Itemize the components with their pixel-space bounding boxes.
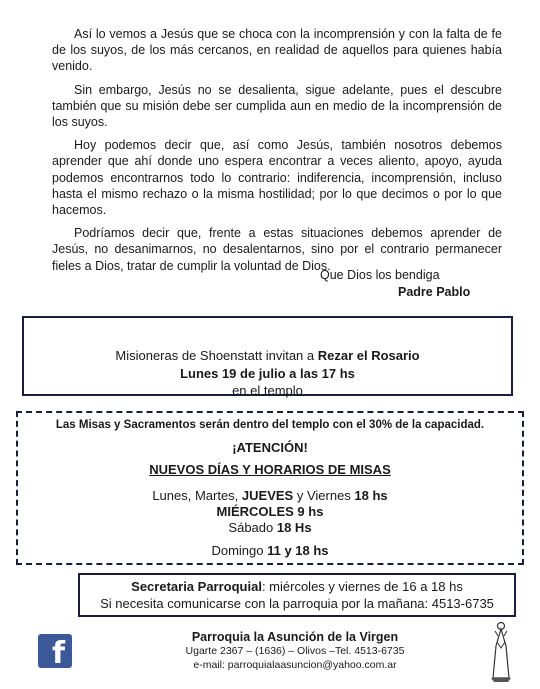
rosario-announcement	[22, 316, 513, 396]
facebook-glyph: f	[51, 636, 65, 671]
signature: Padre Pablo	[398, 285, 471, 299]
schedule-title: NUEVOS DÍAS Y HORARIOS DE MISAS	[149, 462, 391, 477]
rosario-date: Lunes 19 de julio a las 17 hs	[180, 365, 355, 381]
homily-paragraph-2: Sin embargo, Jesús no se desalienta, sigue adelante, pues el descubre también que su misión debe ser cumplida aun en medio de la incomprensión de los suyos.	[52, 82, 502, 130]
saturday-time: 18 Hs	[276, 520, 312, 535]
sunday-schedule	[18, 543, 522, 558]
homily-paragraph-3: Hoy podemos decir que, así como Jesús, también nosotros debemos aprender que ahí donde uno espera encontrar a veces aliento, apoyo, ayuda podemos encontrarnos todo lo contrario: indiferencia, incomprensión, incluso hasta el mismo rechazo o la misma hostilidad; por lo que decimos o por lo que hacemos.	[52, 138, 502, 218]
homily-paragraph-4: Podríamos decir que, frente a estas situaciones debemos aprender de Jesús, no desanimarnos, no desalentarnos, sino por el contrario permanecer fieles a Dios, tratar de cumplir la voluntad de Dios.	[52, 226, 502, 273]
secretaria-box	[78, 573, 516, 617]
virgin-mary-icon	[482, 618, 518, 684]
capacity-note: Las Misas y Sacramentos serán dentro del templo con el 30% de la capacidad.	[55, 419, 485, 431]
parish-address: Ugarte 2367 – (1636) – Olivos –Tel. 4513-6735	[185, 645, 405, 657]
parish-name: Parroquia la Asunción de la Virgen	[191, 630, 399, 644]
saturday-schedule	[18, 520, 522, 535]
weekday-schedule	[18, 488, 522, 503]
rosario-invite: Misioneras de Shoenstatt invitan a	[115, 348, 318, 363]
homily-text	[52, 26, 502, 281]
mass-schedule-box	[16, 411, 524, 565]
saturday-day: Sábado	[228, 520, 277, 535]
secretaria-time: : miércoles y viernes de 16 a 18 hs	[261, 579, 463, 594]
parish-footer	[140, 630, 450, 672]
rosario-line-1	[24, 347, 511, 365]
rosario-place: en el templo	[232, 383, 303, 398]
secretaria-phone: Si necesita comunicarse con la parroquia por la mañana: 4513-6735	[100, 596, 494, 611]
weekday-days: Lunes, Martes,	[152, 488, 242, 503]
weekday-time: 18 hs	[354, 488, 388, 503]
secretaria-label: Secretaria Parroquial	[131, 579, 262, 594]
sunday-day: Domingo	[211, 543, 268, 558]
homily-paragraph-1: Así lo vemos a Jesús que se choca con la incomprensión y con la falta de fe de los suyos, de los más cercanos, en realidad de aquellos para quienes había venido.	[52, 27, 502, 74]
blessing-text: Que Dios los bendiga	[320, 268, 440, 282]
facebook-icon[interactable]	[38, 634, 72, 671]
parish-email[interactable]: e-mail: parroquialaasuncion@yahoo.com.ar	[193, 659, 397, 671]
wednesday-schedule: MIÉRCOLES 9 hs	[216, 504, 324, 519]
rosario-event: Rezar el Rosario	[317, 348, 420, 363]
sunday-time: 11 y 18 hs	[267, 543, 329, 558]
attention-heading: ¡ATENCIÓN!	[232, 440, 308, 455]
weekday-friday: y Viernes	[293, 488, 355, 503]
weekday-thursday: JUEVES	[241, 488, 294, 503]
secretaria-hours	[80, 578, 514, 595]
